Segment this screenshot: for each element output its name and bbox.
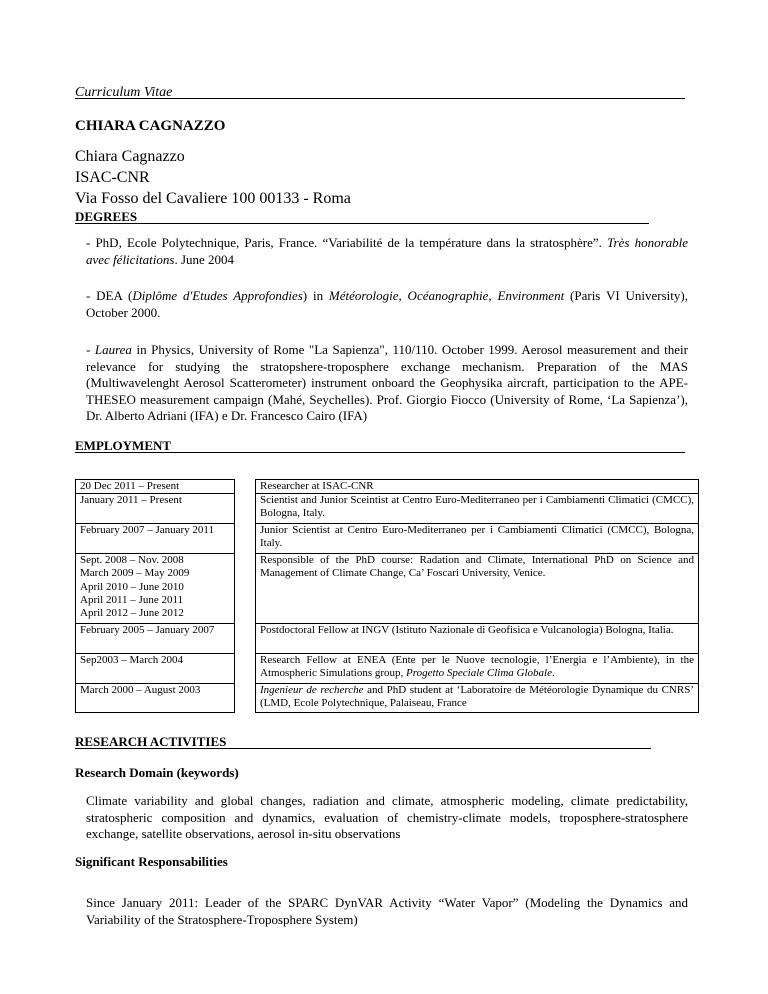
- date-cell: 20 Dec 2011 – Present: [76, 480, 234, 494]
- role-cell: Researcher at ISAC-CNR: [256, 480, 698, 494]
- role-cell: Postdoctoral Fellow at INGV (Istituto Nazionale di Geofisica e Vulcanologia) Bologna, Italia.: [256, 624, 698, 654]
- employment-roles-column: [255, 479, 699, 713]
- section-rule: [75, 748, 651, 749]
- section-rule: [75, 452, 685, 453]
- section-title-employment: EMPLOYMENT: [75, 438, 172, 453]
- degree-dea-middle: ) in: [302, 288, 329, 303]
- responsibilities-title: Significant Responsabilities: [75, 854, 228, 869]
- degree-dea-suffix: (Paris VI University), October 2000.: [86, 288, 688, 320]
- degree-laurea-prefix: -: [86, 342, 95, 357]
- date-cell: February 2005 – January 2007: [76, 624, 234, 654]
- date-cell: January 2011 – Present: [76, 494, 234, 524]
- research-domain-title: Research Domain (keywords): [75, 765, 239, 780]
- degree-phd: [86, 235, 688, 268]
- address-line: ISAC-CNR: [75, 169, 150, 186]
- degree-laurea-title: Laurea: [94, 342, 132, 357]
- role-cell: Ingenieur de recherche and PhD student at ‘Laboratoire de Météorologie Dynamique du CNRS’ (LMD, Ecole Polytechnique, Palaiseau, France: [260, 684, 694, 710]
- address-line: Chiara Cagnazzo: [75, 148, 185, 165]
- degree-phd-text: - PhD, Ecole Polytechnique, Paris, France. “Variabilité de la température dans la stratosphère”.: [86, 235, 608, 250]
- address-block: [75, 146, 351, 209]
- section-rule: [75, 223, 649, 224]
- degree-dea-prefix: - DEA (: [86, 288, 133, 303]
- section-title-degrees: DEGREES: [75, 209, 138, 224]
- degree-phd-date: . June 2004: [174, 251, 235, 267]
- degree-dea: [86, 288, 688, 321]
- research-domain-text: Climate variability and global changes, radiation and climate, atmospheric modeling, climate predictability, stratospheric composition and dynamics, evaluation of chemistry-climate models, troposphere-stratosphere exchange, satellite observations, aerosol in-situ observations: [86, 793, 688, 841]
- degree-laurea-text: in Physics, University of Rome "La Sapienza", 110/110. October 1999. Aerosol measurement and their relevance for studying the stratopshere-troposphere exchange mechanism. Preparation of the MAS (Multiwavelenght Aerosol Scatterometer) instrument onboard the Geophysika aircraft, participation to the APE-THESEO measurement campaign (Mahé, Seychelles). Prof. Giorgio Fiocco (University of Rome, ‘La Sapienza’), Dr. Alberto Adriani (IFA) e Dr. Francesco Cairo (IFA): [86, 342, 688, 423]
- responsibilities-text: Since January 2011: Leader of the SPARC DynVAR Activity “Water Vapor” (Modeling the Dynamics and Variability of the Stratosphere-Troposphere System): [86, 895, 688, 927]
- role-cell: Responsible of the PhD course: Radation and Climate, International PhD on Science and Management of Climate Change, Ca’ Foscari University, Venice.: [256, 554, 698, 624]
- degree-laurea: [86, 342, 688, 425]
- employment-dates-column: [75, 479, 235, 713]
- person-name: CHIARA CAGNAZZO: [75, 118, 226, 134]
- degree-dea-field: Météorologie, Océanographie, Environment: [328, 288, 565, 303]
- date-cell: Sept. 2008 – Nov. 2008 March 2009 – May 2009 April 2010 – June 2010 April 2011 – June 2011 April 2012 – June 2012: [76, 554, 234, 624]
- degree-phd-honor: Très honorable avec félicitations: [86, 235, 689, 267]
- cv-label: Curriculum Vitae: [75, 85, 173, 100]
- header-rule: [75, 98, 685, 99]
- address-line: Via Fosso del Cavaliere 100 00133 - Roma: [75, 190, 351, 207]
- role-cell: Junior Scientist at Centro Euro-Mediterraneo per i Cambiamenti Climatici (CMCC), Bologna, Italy.: [256, 524, 698, 554]
- role-cell: Scientist and Junior Sceintist at Centro Euro-Mediterraneo per i Cambiamenti Climatici (CMCC), Bologna, Italy.: [256, 494, 698, 524]
- date-cell: March 2000 – August 2003: [80, 684, 201, 696]
- role-cell: Research Fellow at ENEA (Ente per le Nuove tecnologie, l’Energia e l’Ambiente), in the Atmospheric Simulations group, Progetto Speciale Clima Globale.: [256, 654, 698, 684]
- date-cell: Sep2003 – March 2004: [76, 654, 234, 684]
- section-title-research: RESEARCH ACTIVITIES: [75, 734, 227, 749]
- degree-dea-diploma: Diplôme d'Etudes Approfondies: [132, 288, 303, 303]
- date-cell: February 2007 – January 2011: [76, 524, 234, 554]
